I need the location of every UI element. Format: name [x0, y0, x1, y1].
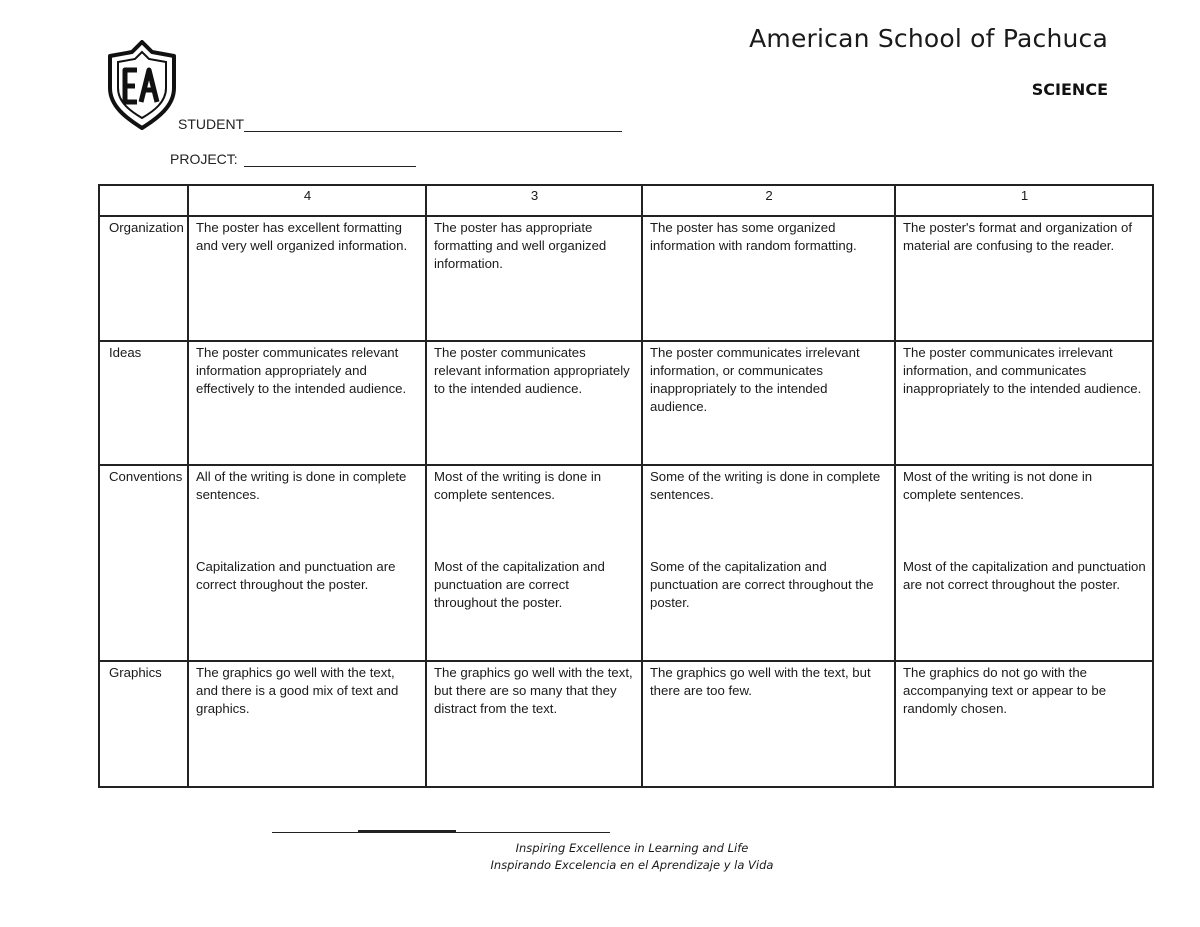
descriptor-cell: [426, 465, 642, 661]
project-field: [170, 151, 416, 167]
descriptor-text: The poster has some organized information with random formatting.: [650, 220, 857, 253]
row-label: Organization: [99, 216, 188, 341]
descriptor-cell: [642, 465, 895, 661]
descriptor-text: The poster's format and organization of material are confusing to the reader.: [903, 220, 1133, 253]
rubric-row-organization: [99, 216, 1153, 341]
school-crest-logo: [106, 40, 178, 130]
descriptor-cell: [895, 216, 1153, 341]
student-label: STUDENT: [178, 116, 245, 132]
descriptor-cell: [188, 341, 426, 465]
descriptor-text: The poster communicates relevant information appropriately to the intended audience.: [434, 345, 630, 396]
motto-english: Inspiring Excellence in Learning and Life: [515, 841, 749, 855]
student-blank-line: [244, 117, 622, 132]
descriptor-cell: [426, 216, 642, 341]
row-label: Ideas: [99, 341, 188, 465]
descriptor-cell: [188, 661, 426, 787]
column-header-score-4: 4: [188, 185, 426, 216]
descriptor-text: The graphics go well with the text, but there are so many that they distract from the text.: [434, 665, 633, 716]
descriptor-text: Most of the writing is not done in complete sentences.: [903, 469, 1093, 502]
descriptor-text: The poster has excellent formatting and very well organized information.: [196, 220, 408, 253]
rubric-row-graphics: [99, 661, 1153, 787]
rubric-table: [98, 184, 1154, 788]
descriptor-cell: [188, 465, 426, 661]
descriptor-text: The poster communicates irrelevant information, or communicates inappropriately to the intended audience.: [650, 345, 860, 414]
row-label: Graphics: [99, 661, 188, 787]
paragraph-gap: [903, 504, 1146, 558]
descriptor-cell: [895, 661, 1153, 787]
footer-divider: [272, 832, 610, 833]
row-label: Conventions: [99, 465, 188, 661]
paragraph-gap: [434, 504, 635, 558]
descriptor-cell: [188, 216, 426, 341]
subject-heading: SCIENCE: [1031, 80, 1108, 99]
motto-spanish: Inspirando Excelencia en el Aprendizaje y la Vida: [490, 858, 774, 872]
rubric-row-ideas: [99, 341, 1153, 465]
footer-divider-accent: [358, 830, 456, 832]
descriptor-text: Some of the capitalization and punctuation are correct throughout the poster.: [650, 559, 874, 610]
descriptor-cell: [642, 341, 895, 465]
student-field: [178, 116, 622, 132]
descriptor-text: Capitalization and punctuation are correct throughout the poster.: [196, 559, 396, 592]
descriptor-text: Most of the capitalization and punctuation are correct throughout the poster.: [434, 559, 605, 610]
descriptor-text: Some of the writing is done in complete sentences.: [650, 469, 881, 502]
descriptor-cell: [642, 216, 895, 341]
descriptor-text: The graphics go well with the text, but there are too few.: [650, 665, 871, 698]
column-header-score-3: 3: [426, 185, 642, 216]
descriptor-text: The graphics do not go with the accompanying text or appear to be randomly chosen.: [903, 665, 1107, 716]
descriptor-text: The poster has appropriate formatting and well organized information.: [434, 220, 607, 271]
descriptor-text: Most of the writing is done in complete sentences.: [434, 469, 602, 502]
descriptor-text: The graphics go well with the text, and there is a good mix of text and graphics.: [196, 665, 399, 716]
descriptor-cell: [642, 661, 895, 787]
project-label: PROJECT:: [170, 151, 238, 167]
descriptor-cell: [895, 465, 1153, 661]
descriptor-text: Most of the capitalization and punctuation are not correct throughout the poster.: [903, 559, 1146, 592]
project-blank-line: [244, 152, 416, 167]
rubric-row-conventions: [99, 465, 1153, 661]
descriptor-cell: [426, 341, 642, 465]
column-header-criteria: [99, 185, 188, 216]
column-header-score-1: 1: [895, 185, 1153, 216]
descriptor-text: The poster communicates relevant information appropriately and effectively to the intended audience.: [196, 345, 407, 396]
descriptor-cell: [426, 661, 642, 787]
descriptor-text: All of the writing is done in complete sentences.: [196, 469, 407, 502]
column-header-score-2: 2: [642, 185, 895, 216]
descriptor-cell: [895, 341, 1153, 465]
rubric-header-row: [99, 185, 1153, 216]
paragraph-gap: [650, 504, 888, 558]
paragraph-gap: [196, 504, 419, 558]
school-name: American School of Pachuca: [749, 24, 1108, 53]
descriptor-text: The poster communicates irrelevant information, and communicates inappropriately to the intended audience.: [903, 345, 1142, 396]
